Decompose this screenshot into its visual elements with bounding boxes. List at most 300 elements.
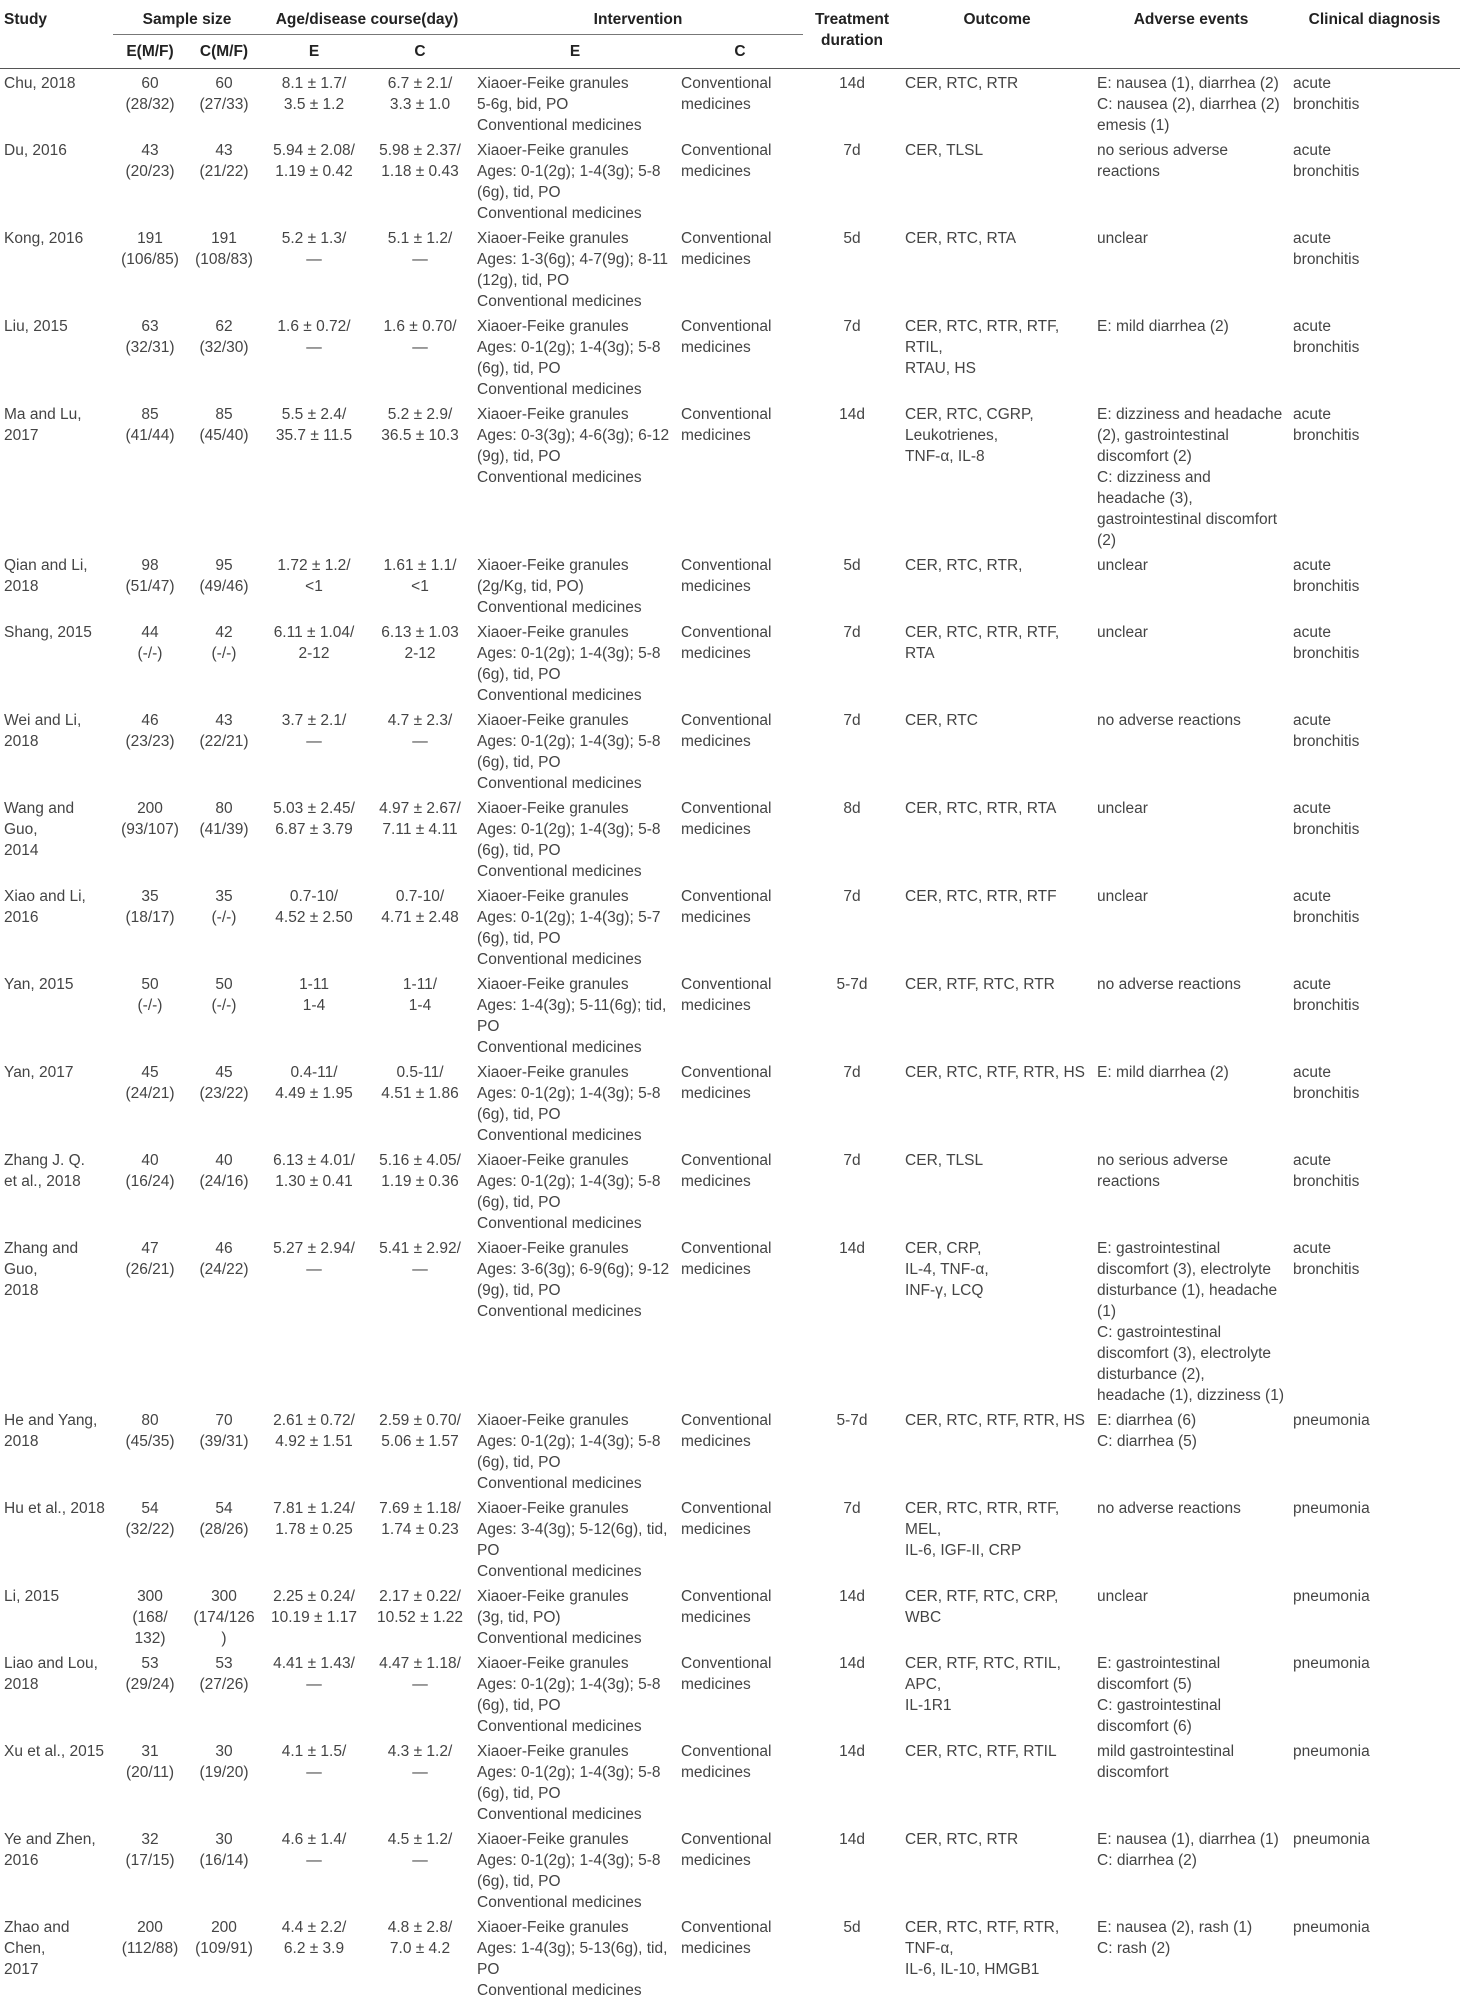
- cell-intervention-e: [473, 1737, 677, 1825]
- cell-intervention-e: [473, 882, 677, 970]
- cell-adverse-events-line: reactions: [1097, 1171, 1285, 1192]
- cell-sample-e: [113, 1913, 187, 2001]
- cell-intervention-c-line: Conventional: [681, 1586, 799, 1607]
- cell-intervention-c-line: medicines: [681, 1171, 799, 1192]
- table-row: [0, 882, 1460, 970]
- cell-age-c-line: 1.6 ± 0.70/: [371, 316, 469, 337]
- cell-adverse-events-line: E: gastrointestinal: [1097, 1653, 1285, 1674]
- cell-study: [0, 1737, 113, 1825]
- cell-intervention-c-line: Conventional: [681, 228, 799, 249]
- cell-outcome-line: CER, RTC: [905, 710, 1089, 731]
- cell-outcome: [901, 1582, 1093, 1649]
- cell-sample-c: [187, 1825, 261, 1913]
- cell-treatment-duration: 7d: [803, 1058, 901, 1146]
- cell-intervention-c-line: Conventional: [681, 1829, 799, 1850]
- cell-intervention-e: [473, 69, 677, 137]
- cell-intervention-c: [677, 1146, 803, 1234]
- cell-age-e-line: —: [265, 1850, 363, 1871]
- cell-treatment-duration: 5d: [803, 224, 901, 312]
- cell-sample-c: [187, 224, 261, 312]
- cell-intervention-c: [677, 1649, 803, 1737]
- cell-age-c-line: 1.19 ± 0.36: [371, 1171, 469, 1192]
- cell-intervention-e: [473, 312, 677, 400]
- cell-sample-e-line: 63: [117, 316, 183, 337]
- cell-intervention-e-line: PO: [477, 1540, 673, 1561]
- cell-age-e-line: 6.11 ± 1.04/: [265, 622, 363, 643]
- cell-treatment-duration: 7d: [803, 706, 901, 794]
- cell-intervention-e-line: Conventional medicines: [477, 1716, 673, 1737]
- cell-clinical-diagnosis-line: pneumonia: [1293, 1498, 1456, 1519]
- cell-intervention-e-line: Conventional medicines: [477, 1301, 673, 1322]
- cell-intervention-e-line: Ages: 1-4(3g); 5-13(6g), tid,: [477, 1938, 673, 1959]
- cell-intervention-e-line: Ages: 1-4(3g); 5-11(6g); tid,: [477, 995, 673, 1016]
- cell-adverse-events-line: E: dizziness and headache: [1097, 404, 1285, 425]
- cell-outcome-line: CER, CRP,: [905, 1238, 1089, 1259]
- cell-study: [0, 1058, 113, 1146]
- cell-intervention-c-line: Conventional: [681, 1741, 799, 1762]
- cell-sample-c: [187, 970, 261, 1058]
- cell-sample-e: [113, 970, 187, 1058]
- cell-intervention-c-line: Conventional: [681, 1150, 799, 1171]
- cell-outcome-line: CER, TLSL: [905, 1150, 1089, 1171]
- table-row: [0, 1058, 1460, 1146]
- cell-clinical-diagnosis: [1289, 1737, 1460, 1825]
- cell-sample-e-line: 46: [117, 710, 183, 731]
- table-row: [0, 1825, 1460, 1913]
- cell-outcome-line: CER, RTF, RTC, CRP, WBC: [905, 1586, 1089, 1628]
- header-outcome: Outcome: [901, 0, 1093, 69]
- cell-outcome-line: IL-6, IL-10, HMGB1: [905, 1959, 1089, 1980]
- cell-study: [0, 794, 113, 882]
- cell-sample-e-line: (24/21): [117, 1083, 183, 1104]
- table-row: [0, 618, 1460, 706]
- cell-sample-c: [187, 1146, 261, 1234]
- cell-intervention-e-line: Ages: 0-1(2g); 1-4(3g); 5-8: [477, 1431, 673, 1452]
- cell-age-e: [261, 1494, 367, 1582]
- cell-adverse-events-line: no serious adverse: [1097, 140, 1285, 161]
- cell-sample-e-line: (23/23): [117, 731, 183, 752]
- table-row: [0, 706, 1460, 794]
- cell-sample-c: [187, 1737, 261, 1825]
- cell-clinical-diagnosis-line: pneumonia: [1293, 1586, 1456, 1607]
- cell-age-c: [367, 136, 473, 224]
- cell-sample-e: [113, 1649, 187, 1737]
- cell-intervention-e-line: Ages: 0-1(2g); 1-4(3g); 5-8: [477, 1083, 673, 1104]
- cell-clinical-diagnosis-line: acute: [1293, 140, 1456, 161]
- cell-intervention-c-line: Conventional: [681, 1917, 799, 1938]
- cell-intervention-c: [677, 1582, 803, 1649]
- cell-sample-c-line: 50: [191, 974, 257, 995]
- cell-age-c: [367, 1825, 473, 1913]
- cell-sample-c-line: 30: [191, 1741, 257, 1762]
- cell-intervention-e-line: Ages: 0-1(2g); 1-4(3g); 5-8: [477, 161, 673, 182]
- cell-age-c-line: 6.7 ± 2.1/: [371, 73, 469, 94]
- cell-clinical-diagnosis-line: pneumonia: [1293, 1653, 1456, 1674]
- cell-intervention-e-line: Xiaoer-Feike granules: [477, 974, 673, 995]
- cell-adverse-events-line: E: gastrointestinal: [1097, 1238, 1285, 1259]
- cell-age-c: [367, 551, 473, 618]
- cell-intervention-e-line: (9g), tid, PO: [477, 446, 673, 467]
- cell-age-c: [367, 618, 473, 706]
- cell-intervention-e-line: Ages: 0-3(3g); 4-6(3g); 6-12: [477, 425, 673, 446]
- cell-intervention-e-line: Xiaoer-Feike granules: [477, 73, 673, 94]
- cell-sample-e: [113, 551, 187, 618]
- cell-age-c: [367, 400, 473, 551]
- cell-age-c-line: 7.11 ± 4.11: [371, 819, 469, 840]
- cell-intervention-e-line: (3g, tid, PO): [477, 1607, 673, 1628]
- cell-intervention-e-line: Ages: 0-1(2g); 1-4(3g); 5-8: [477, 1171, 673, 1192]
- cell-intervention-e-line: (9g), tid, PO: [477, 1280, 673, 1301]
- cell-age-e-line: 6.87 ± 3.79: [265, 819, 363, 840]
- cell-study-line: et al., 2018: [4, 1171, 109, 1192]
- cell-study: [0, 1913, 113, 2001]
- cell-intervention-c-line: medicines: [681, 1850, 799, 1871]
- header-intervention-c: C: [677, 35, 803, 69]
- header-intervention: Intervention: [473, 0, 803, 35]
- cell-intervention-e-line: Ages: 0-1(2g); 1-4(3g); 5-8: [477, 819, 673, 840]
- cell-adverse-events: [1093, 1913, 1289, 2001]
- cell-clinical-diagnosis: [1289, 1058, 1460, 1146]
- cell-clinical-diagnosis: [1289, 970, 1460, 1058]
- table-row: [0, 1649, 1460, 1737]
- cell-age-c-line: 5.41 ± 2.92/: [371, 1238, 469, 1259]
- cell-intervention-e-line: Xiaoer-Feike granules: [477, 798, 673, 819]
- cell-age-c: [367, 1058, 473, 1146]
- cell-outcome: [901, 1737, 1093, 1825]
- cell-sample-e-line: (18/17): [117, 907, 183, 928]
- cell-clinical-diagnosis: [1289, 1582, 1460, 1649]
- cell-intervention-e: [473, 706, 677, 794]
- cell-intervention-c: [677, 400, 803, 551]
- cell-intervention-e-line: (6g), tid, PO: [477, 664, 673, 685]
- cell-adverse-events-line: disturbance (2),: [1097, 1364, 1285, 1385]
- cell-sample-c-line: 54: [191, 1498, 257, 1519]
- cell-adverse-events-line: unclear: [1097, 622, 1285, 643]
- cell-sample-c-line: (23/22): [191, 1083, 257, 1104]
- cell-sample-c-line: (28/26): [191, 1519, 257, 1540]
- cell-age-c: [367, 706, 473, 794]
- cell-intervention-e: [473, 1146, 677, 1234]
- cell-study-line: Xu et al., 2015: [4, 1741, 109, 1762]
- cell-intervention-c: [677, 1494, 803, 1582]
- cell-adverse-events-line: E: nausea (2), rash (1): [1097, 1917, 1285, 1938]
- cell-outcome-line: CER, RTC, RTF, RTIL: [905, 1741, 1089, 1762]
- cell-age-c-line: 2.17 ± 0.22/: [371, 1586, 469, 1607]
- cell-clinical-diagnosis: [1289, 1913, 1460, 2001]
- cell-study: [0, 618, 113, 706]
- cell-age-c: [367, 882, 473, 970]
- cell-intervention-c: [677, 136, 803, 224]
- cell-age-c: [367, 224, 473, 312]
- cell-intervention-c: [677, 1825, 803, 1913]
- cell-intervention-e: [473, 1913, 677, 2001]
- cell-age-c-line: 5.16 ± 4.05/: [371, 1150, 469, 1171]
- cell-clinical-diagnosis: [1289, 224, 1460, 312]
- cell-study: [0, 970, 113, 1058]
- cell-treatment-duration: 8d: [803, 794, 901, 882]
- header-sample-c: C(M/F): [187, 35, 261, 69]
- cell-outcome-line: TNF-α, IL-8: [905, 446, 1089, 467]
- cell-sample-c-line: 45: [191, 1062, 257, 1083]
- cell-study: [0, 400, 113, 551]
- cell-age-e-line: 5.27 ± 2.94/: [265, 1238, 363, 1259]
- cell-treatment-duration: 14d: [803, 1825, 901, 1913]
- cell-adverse-events: [1093, 1737, 1289, 1825]
- cell-intervention-e-line: Conventional medicines: [477, 597, 673, 618]
- cell-age-c-line: 1.74 ± 0.23: [371, 1519, 469, 1540]
- table-row: [0, 1582, 1460, 1649]
- cell-age-e: [261, 1825, 367, 1913]
- cell-sample-e-line: (28/32): [117, 94, 183, 115]
- cell-age-e-line: 4.92 ± 1.51: [265, 1431, 363, 1452]
- cell-sample-c-line: 42: [191, 622, 257, 643]
- cell-sample-e: [113, 794, 187, 882]
- cell-age-e: [261, 794, 367, 882]
- cell-clinical-diagnosis-line: acute: [1293, 73, 1456, 94]
- cell-outcome: [901, 1825, 1093, 1913]
- cell-sample-e-line: 200: [117, 1917, 183, 1938]
- cell-sample-e: [113, 1234, 187, 1406]
- cell-intervention-e: [473, 136, 677, 224]
- cell-age-e-line: 0.4-11/: [265, 1062, 363, 1083]
- cell-sample-c-line: 70: [191, 1410, 257, 1431]
- cell-sample-e-line: 200: [117, 798, 183, 819]
- cell-sample-c-line: (41/39): [191, 819, 257, 840]
- cell-sample-c-line: (108/83): [191, 249, 257, 270]
- cell-study-line: Shang, 2015: [4, 622, 109, 643]
- cell-adverse-events-line: (2): [1097, 530, 1285, 551]
- cell-sample-c-line: 62: [191, 316, 257, 337]
- cell-intervention-c-line: medicines: [681, 249, 799, 270]
- cell-age-c-line: 5.98 ± 2.37/: [371, 140, 469, 161]
- cell-age-e-line: 4.1 ± 1.5/: [265, 1741, 363, 1762]
- cell-sample-e-line: (29/24): [117, 1674, 183, 1695]
- cell-intervention-c-line: medicines: [681, 1938, 799, 1959]
- cell-clinical-diagnosis-line: bronchitis: [1293, 1083, 1456, 1104]
- cell-intervention-e: [473, 618, 677, 706]
- cell-sample-c-line: 53: [191, 1653, 257, 1674]
- cell-clinical-diagnosis-line: bronchitis: [1293, 819, 1456, 840]
- cell-adverse-events-line: mild gastrointestinal: [1097, 1741, 1285, 1762]
- cell-sample-c-line: 46: [191, 1238, 257, 1259]
- cell-age-e: [261, 1913, 367, 2001]
- cell-sample-c: [187, 706, 261, 794]
- cell-clinical-diagnosis: [1289, 136, 1460, 224]
- cell-intervention-e-line: Ages: 0-1(2g); 1-4(3g); 5-8: [477, 731, 673, 752]
- cell-intervention-e-line: Conventional medicines: [477, 1037, 673, 1058]
- cell-sample-e: [113, 1494, 187, 1582]
- cell-sample-e: [113, 882, 187, 970]
- cell-study-line: 2018: [4, 731, 109, 752]
- cell-sample-e-line: 43: [117, 140, 183, 161]
- cell-adverse-events-line: unclear: [1097, 555, 1285, 576]
- cell-study: [0, 224, 113, 312]
- cell-clinical-diagnosis: [1289, 400, 1460, 551]
- cell-age-e-line: 5.03 ± 2.45/: [265, 798, 363, 819]
- cell-outcome-line: INF-γ, LCQ: [905, 1280, 1089, 1301]
- cell-intervention-e-line: Conventional medicines: [477, 1980, 673, 2001]
- cell-age-c-line: 1.61 ± 1.1/: [371, 555, 469, 576]
- cell-intervention-e-line: (6g), tid, PO: [477, 752, 673, 773]
- cell-sample-e-line: (-/-): [117, 995, 183, 1016]
- cell-intervention-e-line: Conventional medicines: [477, 1804, 673, 1825]
- cell-intervention-c-line: Conventional: [681, 555, 799, 576]
- cell-intervention-e-line: (6g), tid, PO: [477, 1192, 673, 1213]
- cell-clinical-diagnosis-line: pneumonia: [1293, 1741, 1456, 1762]
- cell-sample-c: [187, 312, 261, 400]
- cell-study-line: He and Yang,: [4, 1410, 109, 1431]
- cell-intervention-e-line: (2g/Kg, tid, PO): [477, 576, 673, 597]
- cell-adverse-events: [1093, 312, 1289, 400]
- cell-age-e-line: 4.4 ± 2.2/: [265, 1917, 363, 1938]
- cell-outcome: [901, 1913, 1093, 2001]
- cell-adverse-events-line: discomfort (3), electrolyte: [1097, 1259, 1285, 1280]
- cell-intervention-c-line: Conventional: [681, 1062, 799, 1083]
- cell-intervention-e: [473, 1582, 677, 1649]
- cell-clinical-diagnosis: [1289, 618, 1460, 706]
- cell-outcome-line: CER, RTC, RTF, RTR, HS: [905, 1410, 1089, 1431]
- cell-clinical-diagnosis-line: bronchitis: [1293, 1171, 1456, 1192]
- cell-study: [0, 551, 113, 618]
- cell-sample-c-line: 300: [191, 1586, 257, 1607]
- cell-sample-e-line: (17/15): [117, 1850, 183, 1871]
- cell-study-line: Liu, 2015: [4, 316, 109, 337]
- cell-outcome: [901, 706, 1093, 794]
- cell-intervention-c-line: medicines: [681, 643, 799, 664]
- header-row-main: [0, 0, 1460, 35]
- cell-age-e: [261, 1737, 367, 1825]
- cell-adverse-events-line: (1): [1097, 1301, 1285, 1322]
- cell-intervention-e: [473, 1494, 677, 1582]
- cell-age-c-line: —: [371, 1762, 469, 1783]
- cell-intervention-e-line: Ages: 1-3(6g); 4-7(9g); 8-11: [477, 249, 673, 270]
- cell-age-c-line: 10.52 ± 1.22: [371, 1607, 469, 1628]
- cell-clinical-diagnosis-line: acute: [1293, 1150, 1456, 1171]
- cell-age-c-line: 2.59 ± 0.70/: [371, 1410, 469, 1431]
- cell-intervention-e-line: (6g), tid, PO: [477, 1104, 673, 1125]
- cell-age-e-line: —: [265, 1674, 363, 1695]
- cell-age-c-line: 4.5 ± 1.2/: [371, 1829, 469, 1850]
- cell-age-c-line: —: [371, 731, 469, 752]
- cell-adverse-events: [1093, 1406, 1289, 1494]
- cell-adverse-events: [1093, 1146, 1289, 1234]
- cell-intervention-e-line: Conventional medicines: [477, 685, 673, 706]
- cell-sample-c-line: (32/30): [191, 337, 257, 358]
- table-row: [0, 1146, 1460, 1234]
- cell-sample-e-line: (41/44): [117, 425, 183, 446]
- cell-clinical-diagnosis: [1289, 882, 1460, 970]
- cell-intervention-c-line: medicines: [681, 1674, 799, 1695]
- cell-intervention-c-line: medicines: [681, 1259, 799, 1280]
- cell-adverse-events-line: C: nausea (2), diarrhea (2): [1097, 94, 1285, 115]
- cell-intervention-c-line: medicines: [681, 731, 799, 752]
- table-row: [0, 1406, 1460, 1494]
- cell-intervention-e-line: Xiaoer-Feike granules: [477, 1410, 673, 1431]
- cell-age-e-line: 6.2 ± 3.9: [265, 1938, 363, 1959]
- cell-age-e-line: 5.2 ± 1.3/: [265, 228, 363, 249]
- cell-age-e: [261, 970, 367, 1058]
- cell-adverse-events: [1093, 1234, 1289, 1406]
- cell-age-c-line: —: [371, 249, 469, 270]
- cell-study-line: 2018: [4, 1674, 109, 1695]
- cell-age-e-line: 1-11: [265, 974, 363, 995]
- cell-age-c-line: <1: [371, 576, 469, 597]
- cell-treatment-duration: 5-7d: [803, 1406, 901, 1494]
- cell-clinical-diagnosis-line: bronchitis: [1293, 907, 1456, 928]
- table-row: [0, 69, 1460, 137]
- cell-age-c-line: 6.13 ± 1.03: [371, 622, 469, 643]
- cell-intervention-e-line: Xiaoer-Feike granules: [477, 228, 673, 249]
- cell-intervention-c-line: Conventional: [681, 798, 799, 819]
- cell-study: [0, 1582, 113, 1649]
- cell-intervention-c-line: medicines: [681, 1607, 799, 1628]
- header-adverse-events: Adverse events: [1093, 0, 1289, 69]
- cell-age-e-line: 1-4: [265, 995, 363, 1016]
- cell-clinical-diagnosis-line: acute: [1293, 1238, 1456, 1259]
- cell-intervention-c-line: Conventional: [681, 710, 799, 731]
- cell-sample-c: [187, 882, 261, 970]
- cell-intervention-c-line: medicines: [681, 995, 799, 1016]
- cell-clinical-diagnosis-line: acute: [1293, 886, 1456, 907]
- cell-intervention-c-line: medicines: [681, 337, 799, 358]
- cell-clinical-diagnosis-line: bronchitis: [1293, 94, 1456, 115]
- cell-sample-e-line: (32/22): [117, 1519, 183, 1540]
- cell-study-line: 2018: [4, 576, 109, 597]
- cell-clinical-diagnosis-line: acute: [1293, 1062, 1456, 1083]
- cell-age-e: [261, 1582, 367, 1649]
- cell-outcome: [901, 69, 1093, 137]
- cell-adverse-events-line: discomfort (5): [1097, 1674, 1285, 1695]
- cell-intervention-c: [677, 1913, 803, 2001]
- cell-intervention-c: [677, 551, 803, 618]
- cell-intervention-c: [677, 1737, 803, 1825]
- cell-intervention-c-line: Conventional: [681, 622, 799, 643]
- cell-study-line: Yan, 2017: [4, 1062, 109, 1083]
- cell-sample-e-line: (112/88): [117, 1938, 183, 1959]
- cell-sample-e-line: 53: [117, 1653, 183, 1674]
- cell-sample-c-line: (24/16): [191, 1171, 257, 1192]
- cell-intervention-e-line: Ages: 0-1(2g); 1-4(3g); 5-8: [477, 1850, 673, 1871]
- cell-intervention-e-line: (6g), tid, PO: [477, 358, 673, 379]
- cell-intervention-c-line: medicines: [681, 425, 799, 446]
- cell-intervention-e-line: Xiaoer-Feike granules: [477, 1741, 673, 1762]
- cell-clinical-diagnosis-line: acute: [1293, 798, 1456, 819]
- cell-sample-e-line: 31: [117, 1741, 183, 1762]
- cell-age-e-line: 0.7-10/: [265, 886, 363, 907]
- table-row: [0, 970, 1460, 1058]
- cell-study-line: Ye and Zhen,: [4, 1829, 109, 1850]
- cell-clinical-diagnosis-line: acute: [1293, 974, 1456, 995]
- cell-sample-e-line: 40: [117, 1150, 183, 1171]
- cell-sample-e-line: 54: [117, 1498, 183, 1519]
- cell-treatment-duration: 7d: [803, 1146, 901, 1234]
- cell-intervention-e: [473, 1825, 677, 1913]
- cell-adverse-events: [1093, 970, 1289, 1058]
- cell-intervention-c-line: Conventional: [681, 73, 799, 94]
- cell-sample-e-line: (32/31): [117, 337, 183, 358]
- cell-age-e-line: 4.6 ± 1.4/: [265, 1829, 363, 1850]
- cell-intervention-c-line: medicines: [681, 907, 799, 928]
- cell-outcome: [901, 794, 1093, 882]
- cell-intervention-e-line: Ages: 0-1(2g); 1-4(3g); 5-8: [477, 643, 673, 664]
- cell-sample-e: [113, 224, 187, 312]
- cell-age-e-line: 2.61 ± 0.72/: [265, 1410, 363, 1431]
- cell-age-c-line: 1-11/: [371, 974, 469, 995]
- cell-age-c: [367, 1146, 473, 1234]
- cell-intervention-e-line: (6g), tid, PO: [477, 1871, 673, 1892]
- cell-adverse-events-line: no adverse reactions: [1097, 974, 1285, 995]
- cell-study: [0, 1825, 113, 1913]
